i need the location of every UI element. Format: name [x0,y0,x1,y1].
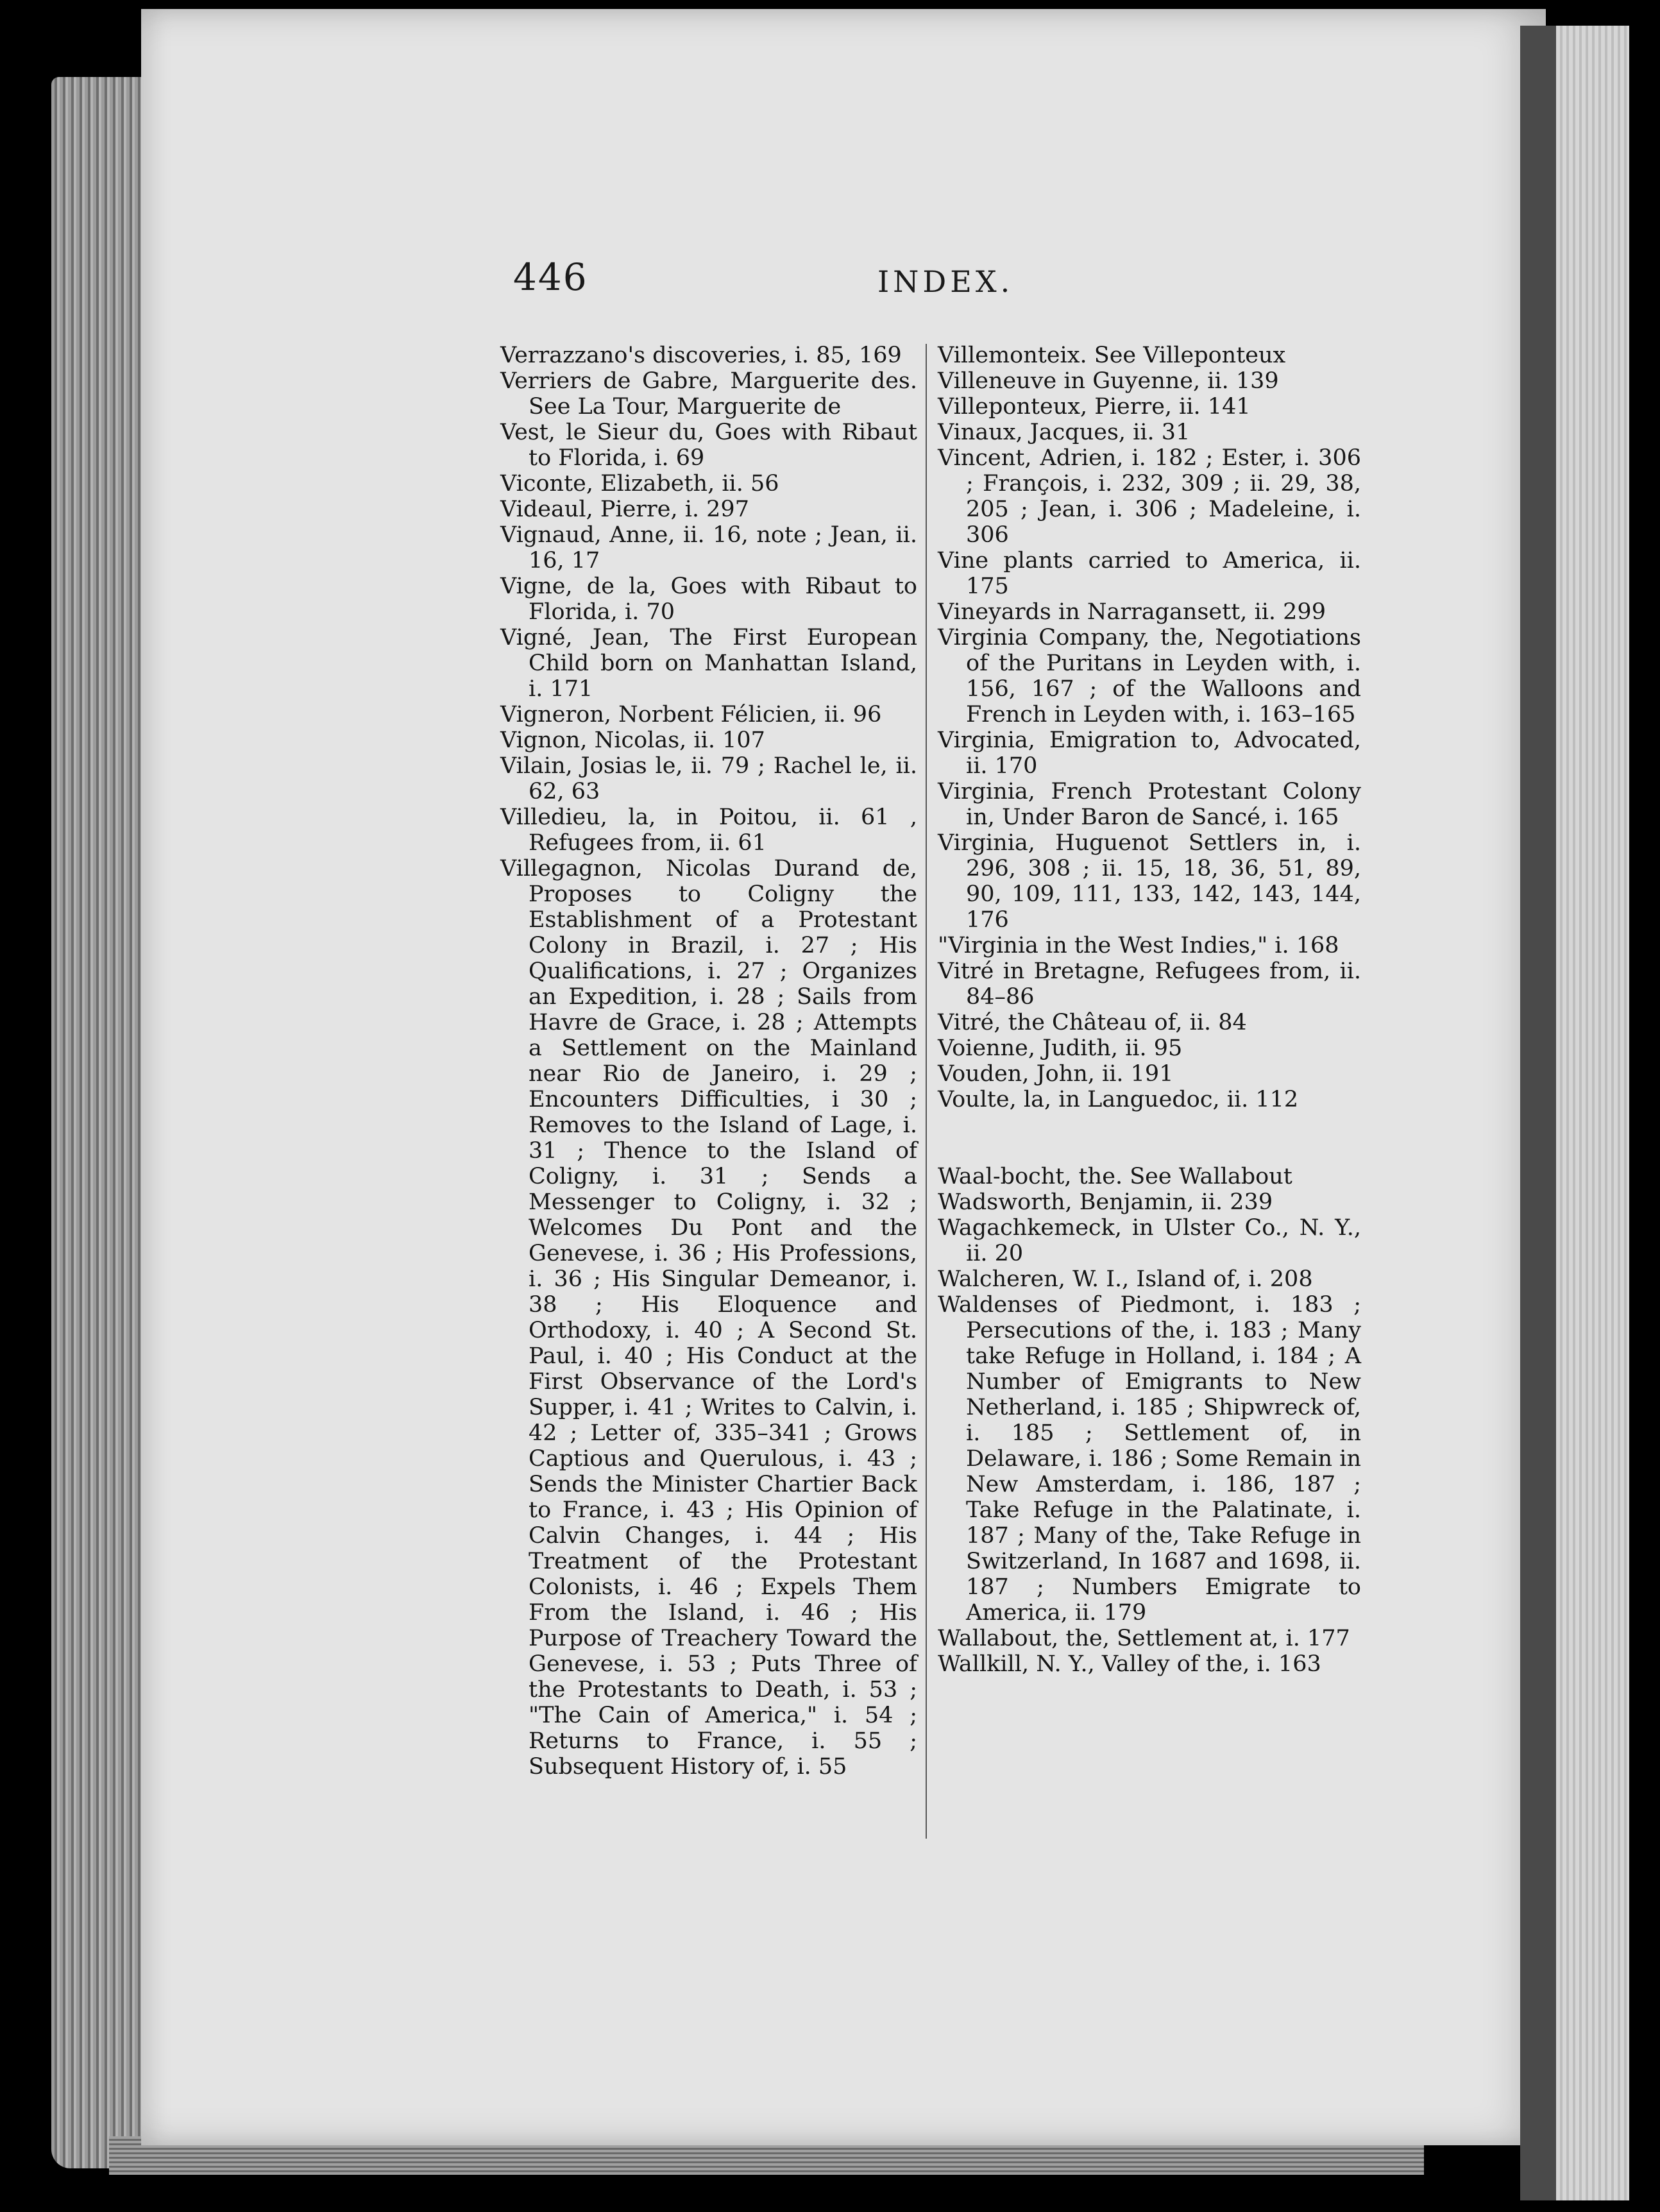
index-entry: Villeponteux, Pierre, ii. 141 [938,394,1251,420]
index-entry: Vest, le Sieur du, Goes with Ribaut to Florida, i. 69 [500,420,917,471]
index-entry: Wallkill, N. Y., Valley of the, i. 163 [938,1651,1321,1677]
index-entry: Vincent, Adrien, i. 182 ; Ester, i. 306 ; François, i. 232, 309 ; ii. 29, 38, 205 ; Jean, i. 306 ; Madeleine, i. 306 [938,445,1361,548]
index-entry: Virginia Company, the, Negotiations of the Puritans in Leyden with, i. 156, 167 ; of the Walloons and French in Leyden with, i. 163–165 [938,625,1361,727]
index-entry: Virginia, Huguenot Settlers in, i. 296, 308 ; ii. 15, 18, 36, 51, 89, 90, 109, 111, 133, 142, 143, 144, 176 [938,830,1361,933]
index-entry: Vitré in Bretagne, Refugees from, ii. 84–86 [938,958,1361,1010]
index-entry: Vigneron, Norbent Félicien, ii. 96 [500,702,882,727]
index-entry: Verrazzano's discoveries, i. 85, 169 [500,343,902,368]
index-entry: Vigne, de la, Goes with Ribaut to Florida, i. 70 [500,574,917,625]
index-entry: Vignon, Nicolas, ii. 107 [500,727,765,753]
index-entry: "Virginia in the West Indies," i. 168 [938,933,1339,958]
book-page-edges-left [51,77,148,2168]
letter-section-gap [938,1112,1361,1164]
index-entry: Virginia, Emigration to, Advocated, ii. 170 [938,727,1361,779]
index-entry: Vineyards in Narragansett, ii. 299 [938,599,1326,625]
index-entry: Verriers de Gabre, Marguerite des. See La Tour, Marguerite de [500,368,917,420]
index-entry: Villedieu, la, in Poitou, ii. 61 , Refugees from, ii. 61 [500,804,917,856]
index-column-right [938,343,1361,1677]
index-entry: Wagachkemeck, in Ulster Co., N. Y., ii. 20 [938,1215,1361,1266]
page-header [513,255,1142,313]
index-entry: Villeneuve in Guyenne, ii. 139 [938,368,1279,394]
index-entry: Voulte, la, in Languedoc, ii. 112 [938,1087,1299,1112]
index-entry: Vignaud, Anne, ii. 16, note ; Jean, ii. 16, 17 [500,522,917,574]
index-column-left [500,343,917,1780]
index-entry: Vilain, Josias le, ii. 79 ; Rachel le, ii. 62, 63 [500,753,917,804]
page-title: INDEX. [877,264,1014,299]
index-entry: Vigné, Jean, The First European Child born on Manhattan Island, i. 171 [500,625,917,702]
index-entry: Villegagnon, Nicolas Durand de, Proposes to Coligny the Establishment of a Protestant Colony in Brazil, i. 27 ; His Qualifications, i. 27 ; Organizes an Expedition, i. 28 ; Sails from Havre de Grace, i. 28 ; Attempts a Settlement on the Mainland near Rio de Janeiro, i. 29 ; Encounters Difficulties, i 30 ; Removes to the Island of Lage, i. 31 ; Thence to the Island of Coligny, i. 31 ; Sends a Messenger to Coligny, i. 32 ; Welcomes Du Pont and the Genevese, i. 36 ; His Professions, i. 36 ; His Singular Demeanor, i. 38 ; His Eloquence and Orthodoxy, i. 40 ; A Second St. Paul, i. 40 ; His Conduct at the First Observance of the Lord's Supper, i. 41 ; Writes to Calvin, i. 42 ; Letter of, 335–341 ; Grows Captious and Querulous, i. 43 ; Sends the Minister Chartier Back to France, i. 43 ; His Opinion of Calvin Changes, i. 44 ; His Treatment of the Protestant Colonists, i. 46 ; Expels Them From the Island, i. 46 ; His Purpose of Treachery Toward the Genevese, i. 53 ; Puts Three of the Protestants to Death, i. 53 ; "The Cain of America," i. 54 ; Returns to France, i. 55 ; Subsequent History of, i. 55 [500,856,917,1780]
book-binding [1520,26,1556,2200]
index-entry: Vouden, John, ii. 191 [938,1061,1174,1087]
index-entry: Vinaux, Jacques, ii. 31 [938,420,1190,445]
index-entry: Villemonteix. See Villeponteux [938,343,1286,368]
index-entry: Wadsworth, Benjamin, ii. 239 [938,1189,1273,1215]
scan-border [1629,0,1660,2212]
index-entry: Vine plants carried to America, ii. 175 [938,548,1361,599]
index-entry: Walcheren, W. I., Island of, i. 208 [938,1266,1313,1292]
index-entry: Virginia, French Protestant Colony in, Under Baron de Sancé, i. 165 [938,779,1361,830]
index-entry: Viconte, Elizabeth, ii. 56 [500,471,779,497]
index-entry: Waal-bocht, the. See Wallabout [938,1164,1292,1189]
index-entry: Waldenses of Piedmont, i. 183 ; Persecutions of the, i. 183 ; Many take Refuge in Holland, i. 184 ; A Number of Emigrants to New Netherland, i. 185 ; Shipwreck of, i. 185 ; Settlement of, in Delaware, i. 186 ; Some Remain in New Amsterdam, i. 186, 187 ; Take Refuge in the Palatinate, i. 187 ; Many of the, Take Refuge in Switzerland, In 1687 and 1698, ii. 187 ; Numbers Emigrate to America, ii. 179 [938,1292,1361,1626]
index-entry: Vitré, the Château of, ii. 84 [938,1010,1247,1035]
index-entry: Videaul, Pierre, i. 297 [500,497,749,522]
index-entry: Voienne, Judith, ii. 95 [938,1035,1183,1061]
column-divider [926,344,927,1839]
page-number: 446 [513,255,588,299]
index-entry: Wallabout, the, Settlement at, i. 177 [938,1626,1350,1651]
